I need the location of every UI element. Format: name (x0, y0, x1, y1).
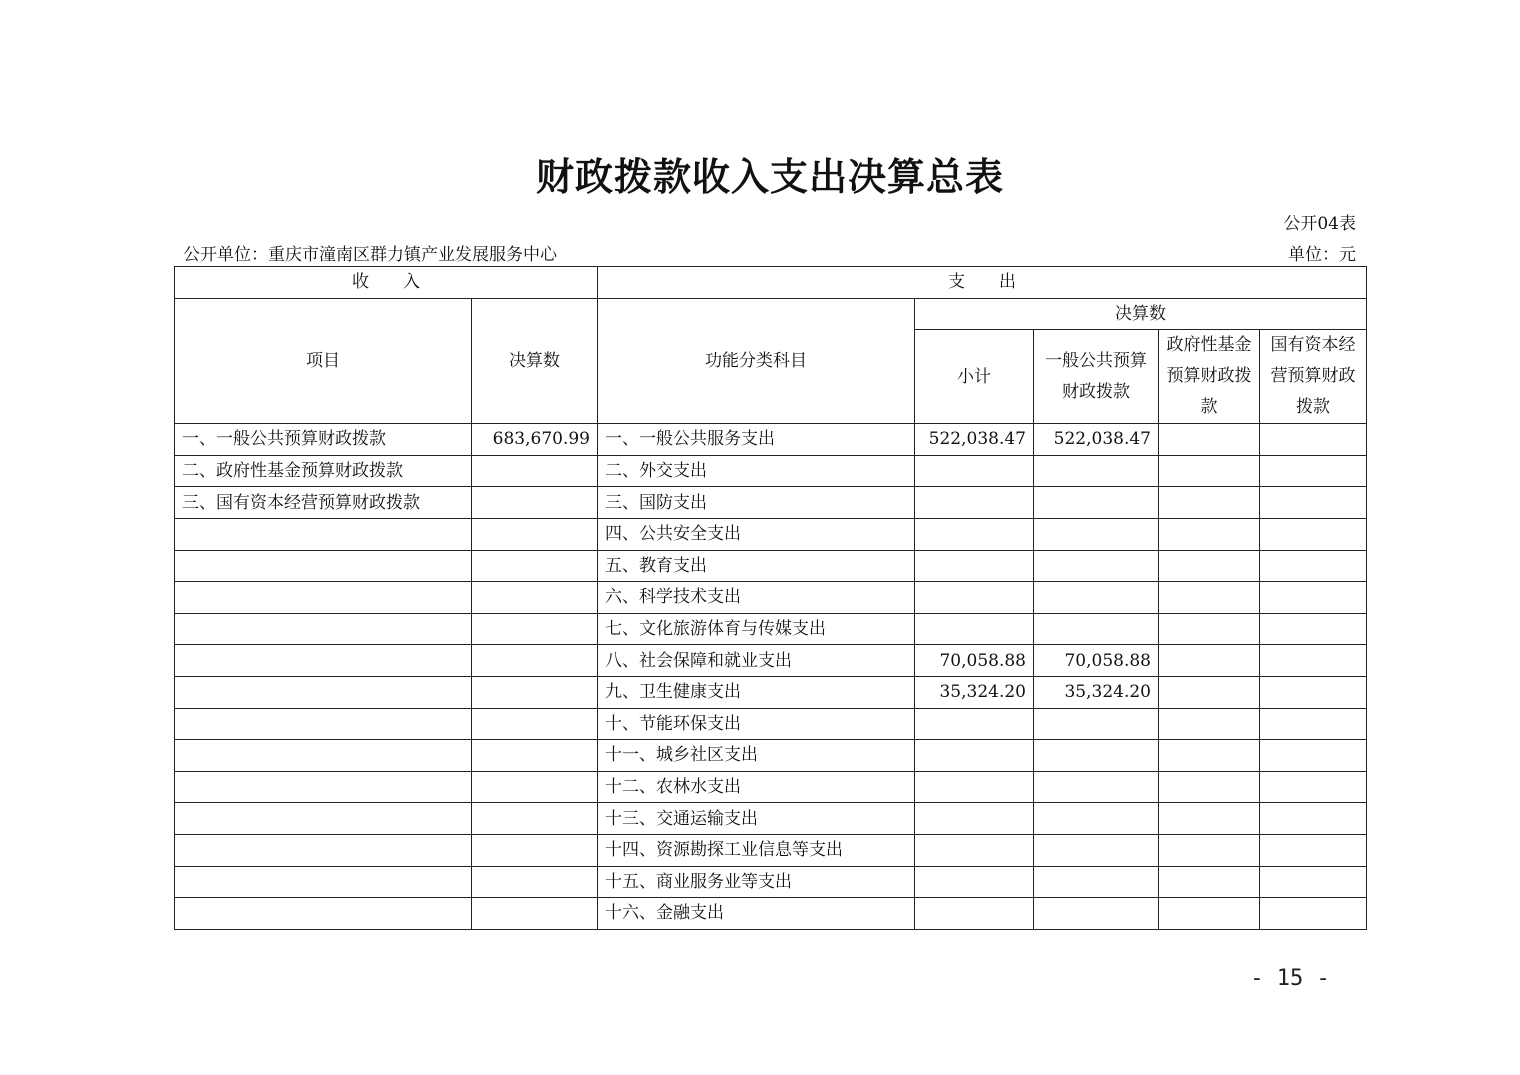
amount-cell (472, 550, 598, 582)
table-row (175, 518, 1367, 550)
category-cell: 一、一般公共服务支出 (598, 424, 915, 456)
general-budget-cell: 522,038.47 (1034, 424, 1159, 456)
category-cell: 六、科学技术支出 (598, 582, 915, 614)
state-capital-cell (1260, 550, 1367, 582)
item-cell (175, 613, 472, 645)
amount-cell (472, 740, 598, 772)
gov-fund-cell (1159, 803, 1260, 835)
subtotal-cell (915, 834, 1034, 866)
subtotal-cell (915, 518, 1034, 550)
table-row (175, 613, 1367, 645)
category-cell: 十三、交通运输支出 (598, 803, 915, 835)
category-cell: 十四、资源勘探工业信息等支出 (598, 834, 915, 866)
amount-cell (472, 582, 598, 614)
item-cell: 三、国有资本经营预算财政拨款 (175, 487, 472, 519)
gov-fund-cell (1159, 866, 1260, 898)
subtotal-cell: 522,038.47 (915, 424, 1034, 456)
state-capital-cell (1260, 740, 1367, 772)
state-capital-cell (1260, 676, 1367, 708)
general-budget-cell (1034, 613, 1159, 645)
subtotal-cell (915, 898, 1034, 930)
general-budget-cell (1034, 487, 1159, 519)
category-cell: 八、社会保障和就业支出 (598, 645, 915, 677)
expense-header: 支 出 (598, 267, 1367, 299)
subtotal-cell (915, 613, 1034, 645)
amount-cell (472, 487, 598, 519)
gov-fund-cell (1159, 740, 1260, 772)
function-category-header: 功能分类科目 (598, 298, 915, 424)
state-capital-cell (1260, 487, 1367, 519)
amount-header: 决算数 (472, 298, 598, 424)
category-cell: 十六、金融支出 (598, 898, 915, 930)
amount-cell (472, 708, 598, 740)
amount-cell (472, 676, 598, 708)
category-cell: 十五、商业服务业等支出 (598, 866, 915, 898)
subtotal-header: 小计 (915, 330, 1034, 424)
form-code: 公开04表 (1283, 214, 1356, 234)
gov-fund-cell (1159, 487, 1260, 519)
gov-fund-cell (1159, 550, 1260, 582)
item-cell (175, 834, 472, 866)
category-cell: 九、卫生健康支出 (598, 676, 915, 708)
item-cell (175, 898, 472, 930)
amount-cell (472, 455, 598, 487)
table-row (175, 582, 1367, 614)
subtotal-cell: 70,058.88 (915, 645, 1034, 677)
general-budget-cell (1034, 550, 1159, 582)
gov-fund-cell (1159, 582, 1260, 614)
item-cell (175, 676, 472, 708)
item-cell (175, 518, 472, 550)
table-row (175, 898, 1367, 930)
gov-fund-cell (1159, 834, 1260, 866)
final-amount-header: 决算数 (915, 298, 1367, 330)
category-cell: 十二、农林水支出 (598, 771, 915, 803)
state-capital-cell (1260, 866, 1367, 898)
page-number: - 15 - (1250, 966, 1330, 991)
state-capital-header: 国有资本经营预算财政拨款 (1260, 330, 1367, 424)
table-row (175, 550, 1367, 582)
item-cell (175, 708, 472, 740)
amount-cell (472, 803, 598, 835)
item-header: 项目 (175, 298, 472, 424)
gov-fund-cell (1159, 455, 1260, 487)
item-cell: 二、政府性基金预算财政拨款 (175, 455, 472, 487)
state-capital-cell (1260, 645, 1367, 677)
item-cell (175, 645, 472, 677)
item-cell (175, 866, 472, 898)
general-budget-cell (1034, 866, 1159, 898)
category-cell: 十一、城乡社区支出 (598, 740, 915, 772)
category-cell: 十、节能环保支出 (598, 708, 915, 740)
income-header: 收 入 (175, 267, 598, 299)
subtotal-cell (915, 803, 1034, 835)
page-title: 财政拨款收入支出决算总表 (535, 154, 1004, 199)
category-cell: 三、国防支出 (598, 487, 915, 519)
item-cell: 一、一般公共预算财政拨款 (175, 424, 472, 456)
state-capital-cell (1260, 518, 1367, 550)
state-capital-cell (1260, 708, 1367, 740)
gov-fund-cell (1159, 518, 1260, 550)
amount-cell (472, 771, 598, 803)
table-row (175, 487, 1367, 519)
gov-fund-cell (1159, 613, 1260, 645)
item-cell (175, 740, 472, 772)
table-row (175, 455, 1367, 487)
header-row-2 (175, 298, 1367, 330)
gov-fund-header: 政府性基金预算财政拨款 (1159, 330, 1260, 424)
general-budget-cell: 35,324.20 (1034, 676, 1159, 708)
amount-cell (472, 834, 598, 866)
general-budget-cell (1034, 518, 1159, 550)
gov-fund-cell (1159, 771, 1260, 803)
amount-cell (472, 866, 598, 898)
item-cell (175, 771, 472, 803)
gov-fund-cell (1159, 676, 1260, 708)
unit-name: 公开单位：重庆市潼南区群力镇产业发展服务中心 (183, 245, 557, 265)
amount-cell (472, 518, 598, 550)
general-budget-cell: 70,058.88 (1034, 645, 1159, 677)
general-budget-cell (1034, 708, 1159, 740)
state-capital-cell (1260, 898, 1367, 930)
amount-cell (472, 898, 598, 930)
subtotal-cell (915, 487, 1034, 519)
subtotal-cell (915, 550, 1034, 582)
category-cell: 四、公共安全支出 (598, 518, 915, 550)
general-budget-cell (1034, 834, 1159, 866)
category-cell: 七、文化旅游体育与传媒支出 (598, 613, 915, 645)
header-row-1 (175, 267, 1367, 299)
amount-cell: 683,670.99 (472, 424, 598, 456)
state-capital-cell (1260, 455, 1367, 487)
currency-unit: 单位：元 (1288, 245, 1356, 265)
state-capital-cell (1260, 582, 1367, 614)
subtotal-cell (915, 455, 1034, 487)
table-row (175, 708, 1367, 740)
unit-line (183, 240, 1356, 265)
gov-fund-cell (1159, 898, 1260, 930)
state-capital-cell (1260, 834, 1367, 866)
budget-table (174, 266, 1367, 930)
general-budget-cell (1034, 582, 1159, 614)
subtotal-cell: 35,324.20 (915, 676, 1034, 708)
item-cell (175, 582, 472, 614)
subtotal-cell (915, 740, 1034, 772)
table-row (175, 866, 1367, 898)
table-row (175, 740, 1367, 772)
state-capital-cell (1260, 803, 1367, 835)
general-budget-header: 一般公共预算财政拨款 (1034, 330, 1159, 424)
general-budget-cell (1034, 740, 1159, 772)
table-row (175, 645, 1367, 677)
state-capital-cell (1260, 424, 1367, 456)
subtotal-cell (915, 771, 1034, 803)
state-capital-cell (1260, 613, 1367, 645)
general-budget-cell (1034, 455, 1159, 487)
subtotal-cell (915, 866, 1034, 898)
table-row (175, 676, 1367, 708)
gov-fund-cell (1159, 645, 1260, 677)
amount-cell (472, 645, 598, 677)
state-capital-cell (1260, 771, 1367, 803)
table-row (175, 771, 1367, 803)
subtotal-cell (915, 582, 1034, 614)
subtotal-cell (915, 708, 1034, 740)
general-budget-cell (1034, 898, 1159, 930)
gov-fund-cell (1159, 424, 1260, 456)
table-row (175, 803, 1367, 835)
table-row (175, 424, 1367, 456)
category-cell: 五、教育支出 (598, 550, 915, 582)
general-budget-cell (1034, 771, 1159, 803)
gov-fund-cell (1159, 708, 1260, 740)
amount-cell (472, 613, 598, 645)
item-cell (175, 550, 472, 582)
item-cell (175, 803, 472, 835)
general-budget-cell (1034, 803, 1159, 835)
table-row (175, 834, 1367, 866)
category-cell: 二、外交支出 (598, 455, 915, 487)
